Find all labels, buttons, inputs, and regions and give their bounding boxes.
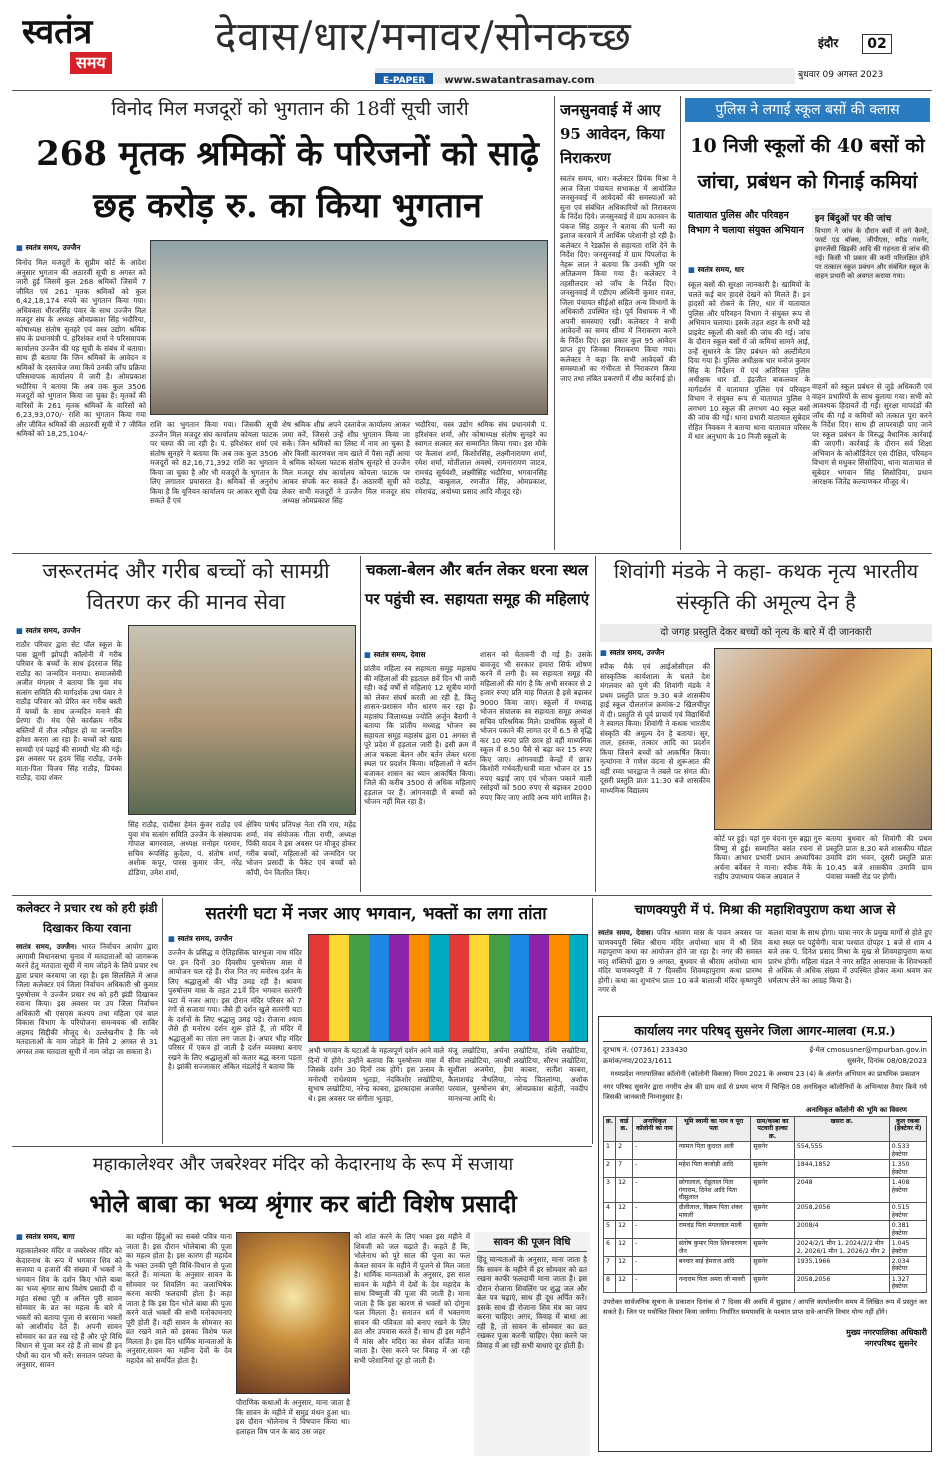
notice-table-title: अनाधिकृत कॉलोनी की भूमि का विवरण: [806, 1106, 907, 1114]
notice-table-cell: 1.408 हेक्टेयर: [889, 1178, 926, 1203]
public-notice: [598, 1016, 932, 1452]
police-headline: 10 निजी स्कूलों की 40 बसों को जांचा, प्रबंधन को गिनाई कमियां: [690, 135, 925, 193]
notice-table-cell: सुसनेर: [751, 1142, 795, 1160]
notice-table-row: [604, 1160, 927, 1178]
notice-table-row: [604, 1221, 927, 1239]
notice-table-cell: 2.034 हेक्टेयर: [889, 1257, 926, 1275]
kathak-caption-2: बताया बुधवार को शिवांगी की प्रथम प्रस्तुति प्रातः 8.30 बजे शासकीय मॉडल उमावि डांग भवन, दूसरी प्रस्तुति प्रातः 10.45 बजे शासकीय उमावि ग्राम पंवासा मक्सी रोड पर होगी।: [826, 834, 932, 881]
police-col2: वाहनों को स्कूल प्रबंधन से जुड़े अधिकारी एवं वाहन प्रभारियों के साथ बुलाया गया। सभी को आवश्यक हिदायतें दी गईं। सुरक्षा मापदंडों की जाँच की गई व कमियों को तत्काल पूरा करने के निर्देश दिए। साथ ही लापरवाही पाए जाने पर स्कूल प्रबंधन के विरुद्ध वैधानिक कार्रवाई की जाएगी। कार्रवाई के दौरान सर्व शिक्षा अभियान के कोऑर्डिनेटर एस दीक्षित, परिवहन विभाग से मधुकर सिसोदिया, थाना यातायात से सूबेदार भगवान सिंह सिसोदिया, प्रधान आरक्षक जितेंद्र कल्याणकर मौजूद थे।: [812, 382, 932, 486]
notice-table-cell: रामचंद्र पिता मंगतलाल माली: [676, 1221, 751, 1239]
kathak-subhead: दो जगह प्रस्तुति देकर बच्चों को नृत्य के बारे में दी जानकारी: [600, 624, 932, 642]
issue-date: बुधवार 09 अगस्त 2023: [798, 70, 884, 80]
lead-byline: ■ स्वतंत्र समय, उज्जैन: [16, 243, 146, 255]
chanakya-col2: कलश यात्रा के साथ होगा। यात्रा नगर के प्रमुख मार्गों से होते हुए कथा स्थल पर पहुंचेगी। यात्रा पश्चात दोपहर 1 बजे से शाम 4 बजे तक पं. दिनेश प्रसाद मिश्रा के मुख से शिवमहापुराण कथा प्रारंभ होगी। महिला मंडल ने नगर सहित आसपास के शिवभक्तों से अधिक से अधिक संख्या में उपस्थित होकर कथा श्रवण कर धर्मलाभ लेने का आग्रह किया है।: [768, 928, 932, 985]
lead-col1: विनोद मिल मजदूरों के सुप्रीम कोर्ट के आदेश अनुसार भुगतान की अठारवीं सूची 8 अगस्त को जारी हुई जिसमें कुल 268 श्रमिकों जिसमें 7 जीवित एवं 261 मृतक श्रमिकों को कुल 6,42,18,174 रुपये का भुगतान किया गया। अधिवक्ता धीरजसिंह पंवार के साथ उज्जैन मिल मजदूर संघ के अध्यक्ष ओमप्रकाश सिंह भदौरिया, कोषाध्यक्ष संतोष सुनहरे एवं वस्त्र उद्योग श्रमिक संघ के प्रधानमंत्री पं. हरिशंकर शर्मा ने परिसमापक कार्यालय उज्जैन की यह सूची के संबंध में बताया। साथ ही बताया कि जिन श्रमिकों के आवेदन व श्रमिकों के दस्तावेज जमा किये उनकी जाँच प्रक्रिया परिसमापक कार्यालय में जारी है। ओमप्रकाश भदौरिया ने बताया कि अब तक कुल 3506 मजदूरों को भुगतान किया जा चुका है। मृतकों की वारिसों के 261 मृतक श्रमिकों के वारिसों को 6,23,93,070/- राशि का भुगतान किया गया और जीवित श्रमिकों की अठारवीं सूची में 7 जीवित श्रमिकों को 18,25,104/-: [16, 258, 146, 438]
lead-photo: [150, 240, 548, 415]
satrangi-byline: ■ स्वतंत्र समय, उज्जैन: [168, 934, 298, 946]
collector-headline: कलेक्टर ने प्रचार रथ को हरी झंडी दिखाकर किया रवाना: [16, 901, 158, 935]
notice-table-header: कुल रकबा (हेक्टेयर में): [889, 1117, 926, 1142]
chakla-col2: शासन को चेतावनी दी गई है। उसके बावजूद भी सरकार हमारा सिर्फ शोषण करने में लगी है। स्व सहायता समूह की महिलाओं की मांग है कि अभी सरकार से 2 हजार रुपए प्रति माह मिलता है इसे बढ़ाकर 9000 किया जाए। स्कूलों में मध्याह्न भोजन संचालक स्व सहायता समूह अध्यक्ष सचिव परिश्रमिक मिले। प्राथमिक स्कूलों में भोजन पकाने की लागत दर में 6.5 से वृद्धि कर 10 रुपए प्रति छात्र हो वहीं माध्यमिक स्कूल में 8.50 पैसे से बढ़ा कर 15 रुपए किए जाए। आंगनवाड़ी केन्द्रों में छात्र/किशोरी गर्भवती/धात्री माता भोजन दर 15 रुपए बढ़ाई जाए एवं भोजन पकाने वाली रसोइयों को 500 रुपए से बढ़ाकर 2000 रुपए किए जाए आदि अन्य मांगे शामिल है।: [480, 650, 592, 802]
notice-table-cell: -: [633, 1178, 677, 1203]
collector-body: [16, 942, 158, 1142]
notice-para: नगर परिषद सुसनेर द्वारा नगरीय क्षेत्र की ग्राम वार्ड से प्रथम चरण में चिन्हित 08 अनधिकृत कॉलोनियों के अभिन्यास तैयार किये गये जिसकी जानकारी निम्नानुसार है।: [603, 1083, 927, 1101]
notice-table-cell: 0.515 हेक्टेयर: [889, 1203, 926, 1221]
collector-byline: स्वतंत्र समय, उज्जैन।: [16, 942, 77, 951]
sewa-byline: ■ स्वतंत्र समय, उज्जैन: [16, 626, 116, 638]
mahakal-headline: भोले बाबा का भव्य श्रृंगार कर बांटी विशेष प्रसादी: [89, 1189, 517, 1218]
city-label: इंदौर: [818, 36, 839, 50]
kathak-col1: स्पीक मैके एवं आईओसीएल की सांस्कृतिक कार्यशाला के चलते देश मंगलवार को पुणे की शिवांगी मंडके ने प्रथम प्रस्तुति प्रातः 9.30 बजे शासकीय हाई स्कूल दौलतगंज क्रमांक-2 खिलचीपुर में दी। प्रस्तुति से पूर्व प्राचार्य एवं विद्यार्थियों ने स्वागत किया। शिवांगी ने कथक भारतीय संस्कृति की अमूल्य देन है बताया। सुर, ताल, हस्तक, तत्कार आदि का प्रदर्शन किया जिसने बच्चों को आकर्षित किया। नृत्यांगना ने गणेश वंदना से शुरूआत की वहीं रम्या भारद्वाज ने तबले पर संगत की। दूसरी प्रस्तुति प्रातः 11:30 बजे शासकीय माध्यमिक विद्यालय: [600, 662, 710, 795]
notice-table-cell: -: [633, 1274, 677, 1292]
satrangi-col1: उज्जैन के प्रसिद्ध व ऐतिहासिक चारभुजा नाथ मंदिर पर इन दिनों 30 दिवसीय पुरुषोत्तम मास में आयोजन चल रहे हैं। रोज नित नए मनोरथ दर्शन के लिए श्रद्धालुओं की भीड़ उमड़ रही है। श्रावण पुरुषोत्तम मास के तहत 21वें दिन भगवान सतरंगी घटा में नजर आए। इस दौरान मंदिर परिसर को 7 रंगों से सजाया गया। जैसे ही दर्शन खुले सतरंगी घटा के दर्शनों के लिए श्रद्धालु उमड़ पड़े। रोजाना श्याम जैसे ही मनोरथ दर्शन शुरू होते हैं, तो मंदिर में श्रद्धालुओं का तांता लग जाता है। अपार भीड़ मंदिर परिसर में एकत्र हो जाती है दर्शन व्यवस्था बनाए रखने के लिए श्रद्धालुओं को कतार बद्ध करना पड़ता है। झांकी सज्जाकार अंकित मंडलोई ने बताया कि: [168, 948, 302, 1071]
notice-table-cell: -: [633, 1203, 677, 1221]
notice-title: कार्यालय नगर परिषद् सुसनेर जिला आगर-मालवा (म.प्र.): [603, 1021, 927, 1042]
masthead: [0, 0, 945, 90]
lead-col3: शेष श्रमिक शीघ्र अपने दस्तावेज कार्यालय आकर जमा करें, जिससे उन्हें शीघ्र भुगतान किया जा सके। जिन श्रमिकों का लिस्ट में नाम आ चुका है और किसी कारणवश नाम खाते में पैसा नहीं आया वे श्रमिक कोयला फाटक संतोष सुनहरे से उज्जैन मिल मजदूर संघ कार्यालय कोयला फाटक पर आकर संपर्क कर सकते हैं। अठारवीं सूची को लेकर सभी मजदूरों ने उज्जैन मिल मजदूर संघ अध्यक्ष ओमप्रकाश सिंह: [282, 420, 410, 505]
notice-table: [603, 1116, 927, 1293]
sewa-body: राठौर परिवार द्वारा सेट पॉल स्कूल के पास झुग्गी झोपड़ी कॉलोनी में गरीब परिवार के बच्चों के साथ इंदरराज सिंह राठौड़ का जन्मदिन मनाया। समाजसेवी अजीत मंगलम ने बताया कि युवा मंच सत्संग समिति की मार्गदर्शक उषा पंवार ने राठौड़ परिवार को प्रेरित कर गरीब बस्ती में बच्चों के साथ जन्मदिन मनाने की प्रेरणा दी। मंच ऐसे कार्यक्रम गरीब बस्तियों में तीज त्यौहार हो या जन्मदिन हमेशा करता आ रहा है। बच्चों को खाद्य सामग्री एवं पढ़ाई की सामग्री भेंट की गई। इस अवसर पर हृदय सिंह राठौड़, उनके माता-पिता विजय सिंह राठौड़, प्रियंका राठौड़, दादा शंकर: [16, 640, 122, 782]
notice-table-cell: 12: [616, 1274, 633, 1292]
notice-table-cell: नन्दराम पिता अमरा जी मावरी: [676, 1274, 751, 1292]
notice-table-cell: सुसनेर: [751, 1221, 795, 1239]
jan-headline: जनसुनवाई में आए 95 आवेदन, किया निराकरण: [560, 101, 665, 167]
epaper-label: E-PAPER: [375, 73, 433, 84]
kathak-caption-1: कोर्ट पर हुई। यहां गुरु वंदना गुरु ब्रह्मा गुरु विष्णु से हुई। सम्मानित बसंत रचना से किया। आभार प्रभारी प्रधान अध्यापिका अर्चना बर्वेकर ने माना। स्पीक मैके के राहीप उपाध्याय पंकज अग्रवाल ने: [714, 834, 822, 881]
notice-table-cell: -: [633, 1160, 677, 1178]
notice-table-cell: 7: [604, 1257, 616, 1275]
notice-table-cell: सुसनेर: [751, 1178, 795, 1203]
sawan-box-body: हिंदू मान्यताओं के अनुसार, माना जाता है कि सावन के महीने में हर सोमवार को व्रत रखना काफी फलदायी माना जाता है। इस दौरान रोजाना शिवलिंग पर शुद्ध जल और बेल पत्र चढ़ाएं, साथ ही दूध अर्पित करें। इसके साथ ही रोजाना शिव मंत्र का जाप करना चाहिए। अगर, विवाह में बाधा आ रही है, तो सावन के सोमवार का व्रत रखकर पूजा करनी चाहिए। ऐसा करने पर विवाह में आ रही सभी बाधाएं दूर होती हैं।: [477, 1255, 587, 1350]
notice-table-cell: 1: [604, 1142, 616, 1160]
notice-table-cell: 1935,1966: [794, 1257, 889, 1275]
newspaper-logo: [22, 12, 162, 82]
mahakal-kicker: महाकालेश्वर और जबरेश्वर मंदिर को केदारनाथ के रूप में सजाया: [92, 1154, 514, 1175]
notice-table-cell: -: [633, 1142, 677, 1160]
lead-kicker: विनोद मिल मजदूरों को भुगतान की 18वीं सूची जारी: [111, 98, 469, 120]
mahakal-col2: का महीना हिंदुओं का सबसे पवित्र माना जाता है। इस दौरान भोलेबाबा की पूजा का महत्व होता है। इस कारण ही महादेव के भक्त उनकी पूरी विधि-विधान से पूजा करते हैं। मान्यता के अनुसार सावन के सोमवार पर शिवलिंग का जलाभिषेक करना काफी फलदायी होता है। कहा जाता है कि इस दिन भोले बाबा की पूजा करने वाले भक्तों की सभी मनोकामनाएं पूरी होती हैं। वहीं सावन के सोमवार का व्रत रखने वाले को इसका विशेष फल मिलता है। इस दिन धार्मिक मान्यताओं के अनुसार,सावन का महीना देवों के देव महादेव को समर्पित होता है।: [126, 1232, 232, 1365]
chakla-byline: ■ स्वतंत्र समय, देवास: [364, 650, 474, 662]
notice-table-row: [604, 1274, 927, 1292]
website-link[interactable]: www.swatantrasamay.com: [444, 75, 595, 84]
collector-text: भारत निर्वाचन आयोग द्वारा आगामी विधानसभा चुनाव में मतदाताओं को जागरूक करने हेतु मतदाता सूची में नाम जोड़ने के लिये प्रचार रथ द्वारा प्रचार करवाया जा रहा है। इस सिलसिले में आज जिला कलेक्टर एवं जिला निर्वाचन अधिकारी श्री कुमार पुरुषोत्तम ने उज्जैन प्रचार रथ को हरी झंडी दिखाकर रवाना किया। इस अवसर पर उप जिला निर्वाचन अधिकारी श्री एसएस कश्यप तथा महिला एवं बाल विकास विभाग के परियोजना समन्वयक श्री साबिर अहमद सिद्दीकी मौजूद थे। उल्लेखनीय है कि नवे मतदाताओं के नाम जोड़ने के लिये 2 अगस्त से 31 अगस्त तक मतदाता सूची में नाम जोड़ा जा सकता है।: [16, 942, 158, 1056]
chanakya-headline: चाणक्यपुरी में पं. मिश्रा की महाशिवपुराण कथा आज से: [634, 903, 896, 918]
notice-table-header: भूमि स्वामी का नाम व पूरा पता: [676, 1117, 751, 1142]
notice-table-cell: 12: [616, 1178, 633, 1203]
notice-table-cell: सुसनेर: [751, 1274, 795, 1292]
notice-table-cell: बनवार बाई हेमराज आदि: [676, 1257, 751, 1275]
mahakal-photo: [236, 1232, 350, 1394]
police-col1: स्कूल बसों की सुरक्षा जानकारी है। खामियों के चलते कई बार हादसे देखने को मिलते हैं। इन हादसों को रोकने के लिए, धार में यातायात पुलिस और परिवहन विभाग ने संयुक्त रूप से अभियान चलाया। इसके तहत शहर के सभी बड़े प्राइवेट स्कूलों की बसों की जांच की गई। जांच के दौरान स्कूल बसों में जो कमियां सामने आई, उन्हें सुधारने के लिए प्रबंधन को अल्टीमेटम दिया गया है। पुलिस अधीक्षक धार मनोज कुमार सिंह के निर्देशन में एवं अतिरिक्त पुलिस अधीक्षक धार डॉ. इंद्रजीत बाकलवार के मार्गदर्शन में यातायात पुलिस एवं परिवहन विभाग ने संयुक्त रूप से यातायात पुलिस ने लगभग 10 स्कूल की लगभग 40 स्कूल बसों की जांच की गई। थाना प्रभारी यातायात सूबेदार रोहित निवकम ने बताया थाना यातायात परिसर में धार अनुभाग के 10 निजी स्कूलों के: [688, 280, 810, 441]
notice-table-cell: -: [633, 1221, 677, 1239]
notice-table-cell: 2: [604, 1160, 616, 1178]
satrangi-photo: [308, 934, 588, 1042]
mahakal-col3: पौराणिक कथाओं के अनुसार, माना जाता है कि सावन के महीने में समुद्र मंथन हुआ था। इस दौरान भोलेनाथ ने विषपान किया था। हलाहल विष पान के बाद उस जहर: [236, 1398, 350, 1436]
notice-table-cell: 2048: [794, 1178, 889, 1203]
satrangi-headline: सतरंगी घटा में नजर आए भगवान, भक्तों का लगा तांता: [205, 904, 547, 924]
chakla-headline: चकला-बेलन और बर्तन लेकर धरना स्थल पर पहुंची स्व. सहायता समूह की महिलाएं: [364, 561, 590, 608]
notice-table-cell: 12: [616, 1221, 633, 1239]
notice-table-cell: 1.350 हेक्टेयर: [889, 1160, 926, 1178]
notice-table-cell: 12: [616, 1203, 633, 1221]
kathak-photo: [714, 648, 932, 830]
notice-table-cell: 2: [616, 1142, 633, 1160]
notice-intro: मध्यप्रदेश नगरपालिका कॉलोनी (कॉलोनी विकास) नियम 2021 के अध्याय 23 (4) के अंतर्गत अभियान का प्राथमिक प्रकाशन: [610, 1070, 920, 1078]
notice-table-cell: 12: [616, 1257, 633, 1275]
notice-table-cell: 7: [616, 1160, 633, 1178]
notice-table-cell: दौलीलाल, विक्रम पिता शंकर मावली: [676, 1203, 751, 1221]
page-number: 02: [862, 34, 892, 54]
notice-table-header: वार्ड क्र.: [616, 1117, 633, 1142]
logo-top-text: स्वतंत्र: [22, 12, 93, 52]
notice-table-cell: 554,555: [794, 1142, 889, 1160]
notice-table-cell: 8: [604, 1274, 616, 1292]
notice-table-cell: संतोष कुमार पिता शिवनारायण जैन: [676, 1239, 751, 1257]
notice-table-cell: 12: [616, 1239, 633, 1257]
notice-table-row: [604, 1239, 927, 1257]
notice-table-row: [604, 1257, 927, 1275]
mahakal-col1: महाकालेश्वर मंदिर व जबरेश्वर मंदिर को केदारनाथ के रूप में भगवान शिव को सजाया व हजारों की संख्या में भक्तों ने भगवान शिव के दर्शन किए भोले बाबा का भव्य श्रृंगार साथ विशेष प्रसादी दी व महंत संस्था पूरी व अनिल पुरी सावन सोमवार के व्रत का महत्व के बारे में भक्तों को बताया पूजा से बरसाना भक्तों को आशीर्वाद देते हैं। अपनी सावन सोमवार का व्रत रख रहे हैं और पूरे विधि विधान से पूजा कर रहे हैं तो साथ ही इन पौधों का दान भी करें। सनातन परंपरा के अनुसार, सावन: [16, 1246, 122, 1369]
notice-table-cell: सुसनेर: [751, 1160, 795, 1178]
chanakya-col1: [598, 928, 762, 1014]
jan-body: स्वतंत्र समय, धार। कलेक्टर प्रियंक मिश्रा ने आज जिला पंचायत सभाकक्ष में आयोजित जनसुनवाई में आवेदकों की समस्याओं को सुना एवं संबंधित अधिकारियों को निराकरण के निर्देश दिये। जनसुनवाई में ग्राम कानवन के पंकज सिंह ठाकुर ने बताया की पत्नी का इलाज करवाने में आर्थिक परेशानी हो रही है। कलेक्टर ने रेडक्रॉस से सहायता राशि देने के निर्देश दिए। जनसुनवाई में ग्राम पिपलोदा के नेहरू लाल ने बताया कि उनकी भूमि पर अतिक्रमण किया गया है। कलेक्टर ने तहसीलदार को जाँच के निर्देश दिए। जनसुनवाई में एडीएम अश्विनी कुमार रावत, जिला पंचायत सीईओ सहित अन्य विभागों के अधिकारी उपस्थित रहे। पूर्व विधायक ने भी अपनी समस्याएं रखीं। कलेक्टर ने सभी आवेदनों का समय सीमा में निराकरण करने के निर्देश दिए। इस प्रकार कुल 95 आवेदन प्राप्त हुए जिनका निराकरण किया गया। कलेक्टर ने कहा कि सभी आवेदकों की समस्याओं का गंभीरता से निराकरण किया जाए तथा लंबित प्रकरणों में शीघ्र कार्रवाई हो।: [560, 174, 676, 383]
notice-table-row: [604, 1142, 927, 1160]
sawan-box-title: सावन की पूजन विधि: [477, 1235, 587, 1252]
epaper-strip: [375, 68, 795, 84]
notice-table-header: ग्राम/कस्बा का पटवारी हल्का क्र.: [751, 1117, 795, 1142]
sewa-caption-2: क्षेत्रिय पार्षद प्रतिपक्ष नेता रवि राय, महेंद्र शर्मा, मंच संयोजक गीता राणी, अध्यक्ष पिंकी यादव ने इस अवसर पर मौजूद होकर गरीब बच्चों, महिलाओं को जन्मदिन पर भोजन प्रसादी के पैकेट एवं बच्चों को कॉपी, पेन वितरित किए।: [246, 820, 356, 877]
notice-table-cell: 0.381 हेक्टेयर: [889, 1221, 926, 1239]
sewa-photo: [128, 625, 356, 815]
notice-table-cell: 2008/4: [794, 1221, 889, 1239]
logo-bottom-text: समय: [70, 52, 112, 74]
police-box-body: विभाग ने जांच के दौरान बसों में लगे कैमरे, फर्स्ट एड बॉक्स, जीपीएस, स्पीड गवर्नर, इमरजेंसी खिड़की आदि की गहनता से जांच की गई। किसी भी प्रकार की कमी परिलक्षित होने पर तत्काल स्कूल प्रबंधन और संबंधित स्कूल के वाहन प्रभारी को अवगत कराया गया।: [815, 227, 929, 280]
notice-table-cell: 5: [604, 1221, 616, 1239]
kathak-headline: शिवांगी मंडके ने कहा- कथक नृत्य भारतीय संस्कृति की अमूल्य देन है: [613, 559, 919, 614]
notice-table-header: क्र.: [604, 1117, 616, 1142]
notice-table-cell: 3: [604, 1178, 616, 1203]
notice-sign-1: मुख्य नगरपालिका अधिकारी: [846, 1327, 927, 1337]
notice-phone: दूरभाष नं. (07361) 233430: [603, 1046, 688, 1054]
notice-table-cell: न्यामत पिता कुदरत अली: [676, 1142, 751, 1160]
police-byline: ■ स्वतंत्र समय, धार: [688, 265, 808, 277]
chanakya-byline: स्वतंत्र समय, देवास।: [598, 928, 654, 937]
mahakal-col4: को शांत करने के लिए भक्त इस महीने में शिवजी को जल चढ़ाते हैं। कहते हैं कि, भोलेनाथ को पूरे साल की पूजा का फल केवल सावन के महीने में पूजने से मिल जाता है। धार्मिक मान्यताओं के अनुसार, इस साल सावन के महीने में देवों के देव महादेव के साथ विष्णुजी की पूजा की जाती है। माना जाता है कि इस कारण से भक्तों को दोगुना फल मिलता है। सनातन धर्म में भक्तगण सावन की पवित्रता को बनाए रखने के लिए व्रत और उपवास करते हैं। साथ ही इस महीने में मांस और मदिरा का सेवन वर्जित माना जाता है। ऐसा करने पर विवाह में आ रही सभी परेशानियां दूर हो जाती हैं।: [354, 1232, 470, 1365]
kathak-byline: ■ स्वतंत्र समय, उज्जैन: [600, 648, 710, 660]
mahakal-byline: ■ स्वतंत्र समय, बागा: [16, 1232, 116, 1244]
notice-date: सुसनेर, दिनांक 08/08/2023: [847, 1057, 927, 1065]
satrangi-col3: मंजू लखोटिया, अर्चना लखोटिया, रश्मि लखोटिया, सीमा लखोटिया, जयश्री लखोटिया, सौरभ लखोटिया, सुशीला अजमेरा, हेमा काबरा, सतीश काबरा, कैलाशचंद्र जैथलिया, नरेन्द्र चितलांग्या, अशोक परवाल, पुरुषोत्तम बंग, ओमप्रकाश बाहेती, नवदीप मानधन्या आदि थे।: [448, 1046, 588, 1103]
notice-footer: उपरोक्त सार्वजनिक सूचना के प्रकाशन दिनांक से 7 दिवस की अवधि में सुझाव / आपत्ति कार्यालयीन समय में लिखित रूप में प्रस्तुत कर सकते है। जिन पर यथोचित विचार किया जायेगा। निर्धारित समयावधि के पश्चात प्राप्त दावे-आपत्ति विचार योग्य नहीं होंगे।: [603, 1297, 927, 1316]
police-subhead: यातायात पुलिस और परिवहन विभाग ने चलाया संयुक्त अभियान: [688, 210, 804, 236]
notice-table-cell: छोगालाल, रोडूलाल पिता गंगाराम, दिनेश आदि पिता घीसुलाल: [676, 1178, 751, 1203]
notice-table-header: खसरा क्र.: [794, 1117, 889, 1142]
notice-sign-2: नगरपरिषद सुसनेर: [864, 1338, 917, 1348]
notice-table-cell: -: [633, 1239, 677, 1257]
edition-title: देवास/धार/मनावर/सोनकच्छ: [215, 14, 632, 60]
sawan-box: [474, 1232, 590, 1456]
notice-table-cell: 1.327 हेक्टेयर: [889, 1274, 926, 1292]
notice-table-cell: 2058,2056: [794, 1203, 889, 1221]
notice-table-cell: सुसनेर: [751, 1203, 795, 1221]
notice-table-cell: 4: [604, 1203, 616, 1221]
sewa-headline: जरूरतमंद और गरीब बच्चों को सामग्री वितरण कर की मानव सेवा: [42, 559, 330, 614]
notice-table-header: अनाधिकृत कॉलोनी का नाम: [633, 1117, 677, 1142]
notice-table-cell: -: [633, 1257, 677, 1275]
sewa-caption-1: सिंह राठौड़, दादीसा हेमंत कुंवर राठौड़ एवं युवा मंच सत्संग समिति उज्जैन के संस्थापक गोपाल बागरवाल, अध्यक्ष मनोहर परमार, सचिव रूपसिंह कुदेला, पं. संतोष शर्मा, अशोक कपूर, पारस कुमार जैन, नरेंद्र डोडिया, उमेश शर्मा,: [128, 820, 242, 877]
notice-table-row: [604, 1203, 927, 1221]
lead-headline: 268 मृतक श्रमिकों के परिजनों को साढ़े छह करोड़ रु. का किया भुगतान: [36, 134, 539, 226]
police-info-box: [812, 208, 932, 378]
chanakya-text: पवित्र श्रावण मास के पावन अवसर पर चाणक्यपुरी स्थित श्रीराम मंदिर अयोध्या धाम में श्री शिव महापुराण कथा का आयोजन होने जा रहा है। नगर की समस्त मातृ शक्तियों द्वारा 9 अगस्त, बुधवार से श्रीराम अयोध्या धाम मंदिर चाणक्यपुरी में 7 दिवसीय शिवमहापुराण कथा प्रारम्भ होगी। कथा का शुभारंभ प्रातः 10 बजे बालाजी मंदिर कृष्णपुरी नगर से: [598, 928, 762, 994]
notice-email: ई-मेल cmosusner@mpurban.gov.in: [809, 1046, 927, 1054]
notice-table-cell: सुसनेर: [751, 1239, 795, 1257]
chakla-col1: प्रांतीय महिला स्व सहायता समूह महासंघ की महिलाओं की हड़ताल 8वें दिन भी जारी रही। कई वर्षों से महिलाएं 12 सूत्रीय मांगों को लेकर संघर्ष करती आ रही है, किंतु शासन-प्रशासन मौन धारण कर रहा है। महासंघ जिलाध्यक्ष ज्योति अर्जुन बैरागी ने बताया कि प्रांतीय मध्याह्न भोजन स्व सहायता समूह महासंघ द्वारा 01 अगस्त से पूरे प्रदेश में हड़ताल जारी है। इसी क्रम में आज चकला बेलन और बर्तन लेकर धरना स्थल पर प्रदर्शन किया। महिलाओं ने बर्तन बजाकर शासन का ध्यान आकर्षित किया। जिले की करीब 3500 से अधिक महिलाएं हड़ताल पर हैं। आंगनवाड़ी में बच्चों को भोजन नहीं मिल रहा है।: [364, 664, 476, 806]
notice-table-cell: 2024/2/1 मीन 1, 2024/2/2 मीन 2, 2026/1 मीन 1, 2026/2 मीन 2: [794, 1239, 889, 1257]
notice-table-cell: सुसनेर: [751, 1257, 795, 1275]
notice-table-cell: 1.045 हेक्टेयर: [889, 1239, 926, 1257]
notice-ref: क्रमांक/नपा/2023/1611: [603, 1057, 673, 1065]
notice-table-cell: 1844,1852: [794, 1160, 889, 1178]
satrangi-col2: अभी भगवान के घटाओं के महत्वपूर्ण दर्शन आने वाले दिनों में होंगे। उन्होंने बताया कि पुरुषोत्तम मास में जिसके दर्शन 30 दिनों तक होंगे। इस उत्सव के मनोरथी राधेश्याम भुतड़ा, नंदकिशोर लखोटिया, सुभाष लखोटिया, नरेन्द्र काबरा, द्वारकादास अजमेरा थे। इस अवसर पर संगीता भूतड़ा,: [308, 1046, 444, 1103]
notice-table-row: [604, 1178, 927, 1203]
police-box-title: इन बिंदुओं पर की जांच: [815, 214, 892, 224]
police-kicker: पुलिस ने लगाई स्कूल बसों की क्लास: [685, 98, 930, 122]
lead-col2: राशि का भुगतान किया गया। जिसकी सूची उज्जैन मिल मजदूर संघ कार्यालय कोयला फाटक पर चस्पा की जा रही है। पं. हरिशंकर शर्मा एवं संतोष सुनहरे ने बताया कि अब तक कुल 3506 मजदूरों को 82,16,71,392 राशि का भुगतान किया जा चुका है और भी मजदूरों के भुगतान के लिए लगातार प्रयासरत है। श्रमिकों से अनुरोध किया है कि यूनियन कार्यालय पर आकर सूची देख सकते हैं एवं: [150, 420, 278, 505]
notice-table-cell: 2058,2056: [794, 1274, 889, 1292]
notice-table-cell: 0.533 हेक्टेयर: [889, 1142, 926, 1160]
notice-table-cell: महेश पिता कजोड़ी आदि: [676, 1160, 751, 1178]
lead-col4: भदौरिया, वस्त्र उद्योग श्रमिक संघ प्रधानमंत्री पं. हरिशंकर शर्मा, और कोषाध्यक्ष संतोष सुनहरे का स्वागत सत्कार कर सम्मानित किया गया। इस मौके पर कैलाश शर्मा, किशोरसिंह, लक्ष्मीनारायण शर्मा, रमेश शर्मा, मोतीलाल अवस्थे, रामनारायण जाटव, रामचंद्र सूर्यवंशी, लक्ष्मीसिंह भदौरिया, भगवानसिंह राठौड़, बाबूलाल, रणजीत सिंह, ओमप्रकाश, रमेशचंद्र, अयोध्या प्रसाद आदि मौजूद रहे।: [415, 420, 547, 496]
notice-table-cell: 6: [604, 1239, 616, 1257]
